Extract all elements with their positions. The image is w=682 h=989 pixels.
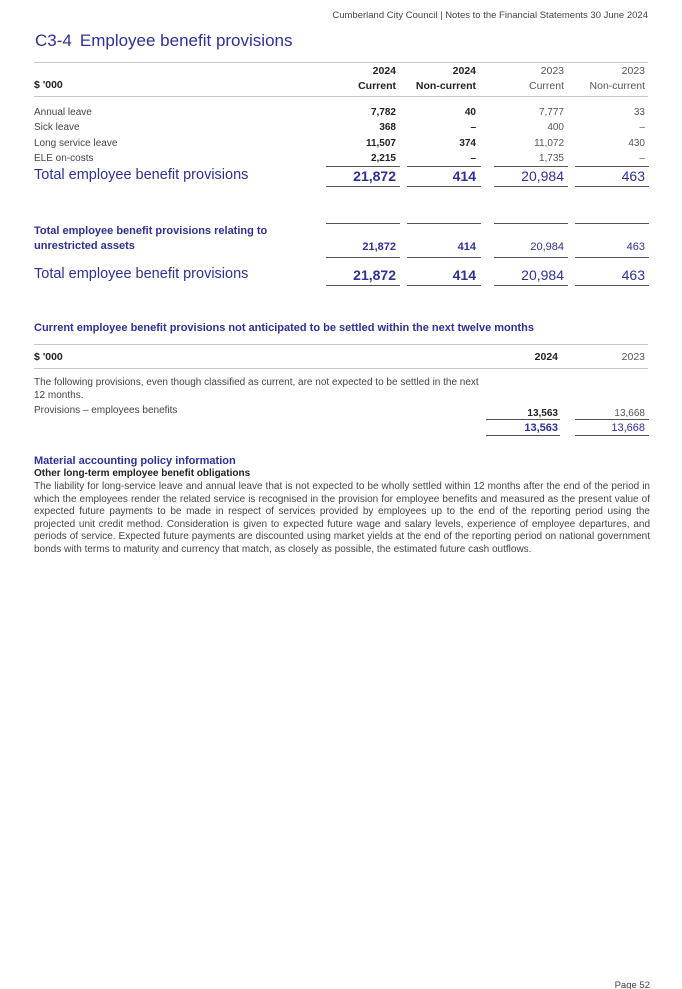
total-cell: 13,668 bbox=[611, 422, 645, 434]
row-label-annual-leave: Annual leave bbox=[34, 107, 92, 118]
divider bbox=[34, 368, 648, 369]
total-cell: 414 bbox=[452, 267, 476, 283]
cell: 40 bbox=[464, 107, 476, 118]
cell: – bbox=[470, 122, 476, 133]
page-header: Cumberland City Council | Notes to the Financial Statements 30 June 2024 bbox=[332, 10, 648, 21]
total-cell: 414 bbox=[452, 168, 476, 184]
total-cell: 20,984 bbox=[521, 168, 564, 184]
total-rule bbox=[575, 435, 649, 436]
column-rule bbox=[494, 223, 568, 224]
total-rule bbox=[326, 257, 400, 258]
policy-subheading: Other long-term employee benefit obligations bbox=[34, 468, 251, 479]
cell: 374 bbox=[459, 138, 476, 149]
cell: 414 bbox=[457, 241, 476, 253]
unit-label: $ '000 bbox=[34, 79, 63, 91]
page-number: Page 52 bbox=[614, 980, 650, 989]
cell: – bbox=[639, 122, 645, 133]
total-label: Total employee benefit provisions bbox=[34, 167, 249, 183]
unit-label: $ '000 bbox=[34, 351, 63, 363]
cell: 430 bbox=[628, 138, 645, 149]
total-cell: 21,872 bbox=[353, 168, 396, 184]
policy-body: The liability for long-service leave and annual leave that is not expected to be wholly settled within 12 months after the end of the period in which the employees render the related service is recognised in the provision for employee benefits and measured as the present value of expected future payments to be made in respect of services provided by employees up to the end of the reporting period using the projected unit credit method. Consideration is given to expected future wage and salary levels, experience of employee departures, and periods of service. Expected future payments are discounted using market yields at the end of the reporting period on national government bonds with terms to maturity and currency that match, as closely as possible, the estimated future cash outflows. bbox=[34, 481, 650, 555]
policy-heading: Material accounting policy information bbox=[34, 455, 236, 467]
total-rule bbox=[575, 257, 649, 258]
total-rule bbox=[326, 166, 400, 167]
total-rule bbox=[407, 166, 481, 167]
cell: 13,563 bbox=[527, 408, 558, 419]
total-rule bbox=[575, 186, 649, 187]
total-rule bbox=[494, 285, 568, 286]
cell: 368 bbox=[379, 122, 396, 133]
total-rule bbox=[494, 186, 568, 187]
cell: – bbox=[470, 153, 476, 164]
col-header-2023: 2023 bbox=[621, 351, 645, 363]
cell: 7,777 bbox=[538, 107, 564, 118]
cell: 7,782 bbox=[370, 107, 396, 118]
column-rule bbox=[407, 223, 481, 224]
divider bbox=[34, 96, 648, 97]
cell: 463 bbox=[626, 241, 645, 253]
unrestricted-label: Total employee benefit provisions relating to unrestricted assets bbox=[34, 225, 268, 252]
divider bbox=[34, 62, 648, 63]
total-rule bbox=[407, 257, 481, 258]
cell: 33 bbox=[633, 107, 645, 118]
total-rule bbox=[575, 419, 649, 420]
column-rule bbox=[326, 223, 400, 224]
col-header-2024: 2024 bbox=[534, 351, 558, 363]
col-header-2023-noncurrent: 2023 Non-current bbox=[589, 65, 645, 92]
cell: 21,872 bbox=[362, 241, 396, 253]
cell: 11,072 bbox=[534, 138, 564, 149]
section-note: The following provisions, even though classified as current, are not expected to be settled in the next 12 months. bbox=[34, 377, 479, 401]
total-cell: 20,984 bbox=[521, 267, 564, 283]
col-header-2024-current: 2024 Current bbox=[358, 65, 396, 92]
row-label-ele-on-costs: ELE on-costs bbox=[34, 153, 94, 164]
row-label-provisions: Provisions – employees benefits bbox=[34, 405, 178, 416]
cell: 1,735 bbox=[538, 153, 564, 164]
cell: 13,668 bbox=[614, 408, 645, 419]
col-header-2024-noncurrent: 2024 Non-current bbox=[415, 65, 476, 92]
total-cell: 13,563 bbox=[524, 422, 558, 434]
cell: 20,984 bbox=[530, 241, 564, 253]
total-label: Total employee benefit provisions bbox=[34, 266, 249, 282]
total-rule bbox=[494, 257, 568, 258]
total-rule bbox=[575, 166, 649, 167]
note-number: C3-4 bbox=[35, 31, 72, 50]
row-label-long-service-leave: Long service leave bbox=[34, 138, 118, 149]
note-title: Employee benefit provisions bbox=[79, 31, 293, 50]
page-title bbox=[35, 31, 292, 51]
total-rule bbox=[326, 285, 400, 286]
col-header-2023-current: 2023 Current bbox=[528, 65, 564, 92]
cell: – bbox=[639, 153, 645, 164]
total-cell: 463 bbox=[621, 267, 645, 283]
cell: 11,507 bbox=[365, 138, 396, 149]
total-rule bbox=[407, 186, 481, 187]
total-rule bbox=[494, 166, 568, 167]
total-rule bbox=[486, 435, 560, 436]
total-cell: 21,872 bbox=[353, 267, 396, 283]
row-label-sick-leave: Sick leave bbox=[34, 122, 80, 133]
total-rule bbox=[486, 419, 560, 420]
cell: 400 bbox=[547, 122, 564, 133]
section-heading: Current employee benefit provisions not anticipated to be settled within the next twelve months bbox=[34, 322, 534, 334]
total-rule bbox=[575, 285, 649, 286]
divider bbox=[34, 344, 648, 345]
column-rule bbox=[575, 223, 649, 224]
total-rule bbox=[407, 285, 481, 286]
cell: 2,215 bbox=[370, 153, 396, 164]
total-cell: 463 bbox=[621, 168, 645, 184]
total-rule bbox=[326, 186, 400, 187]
